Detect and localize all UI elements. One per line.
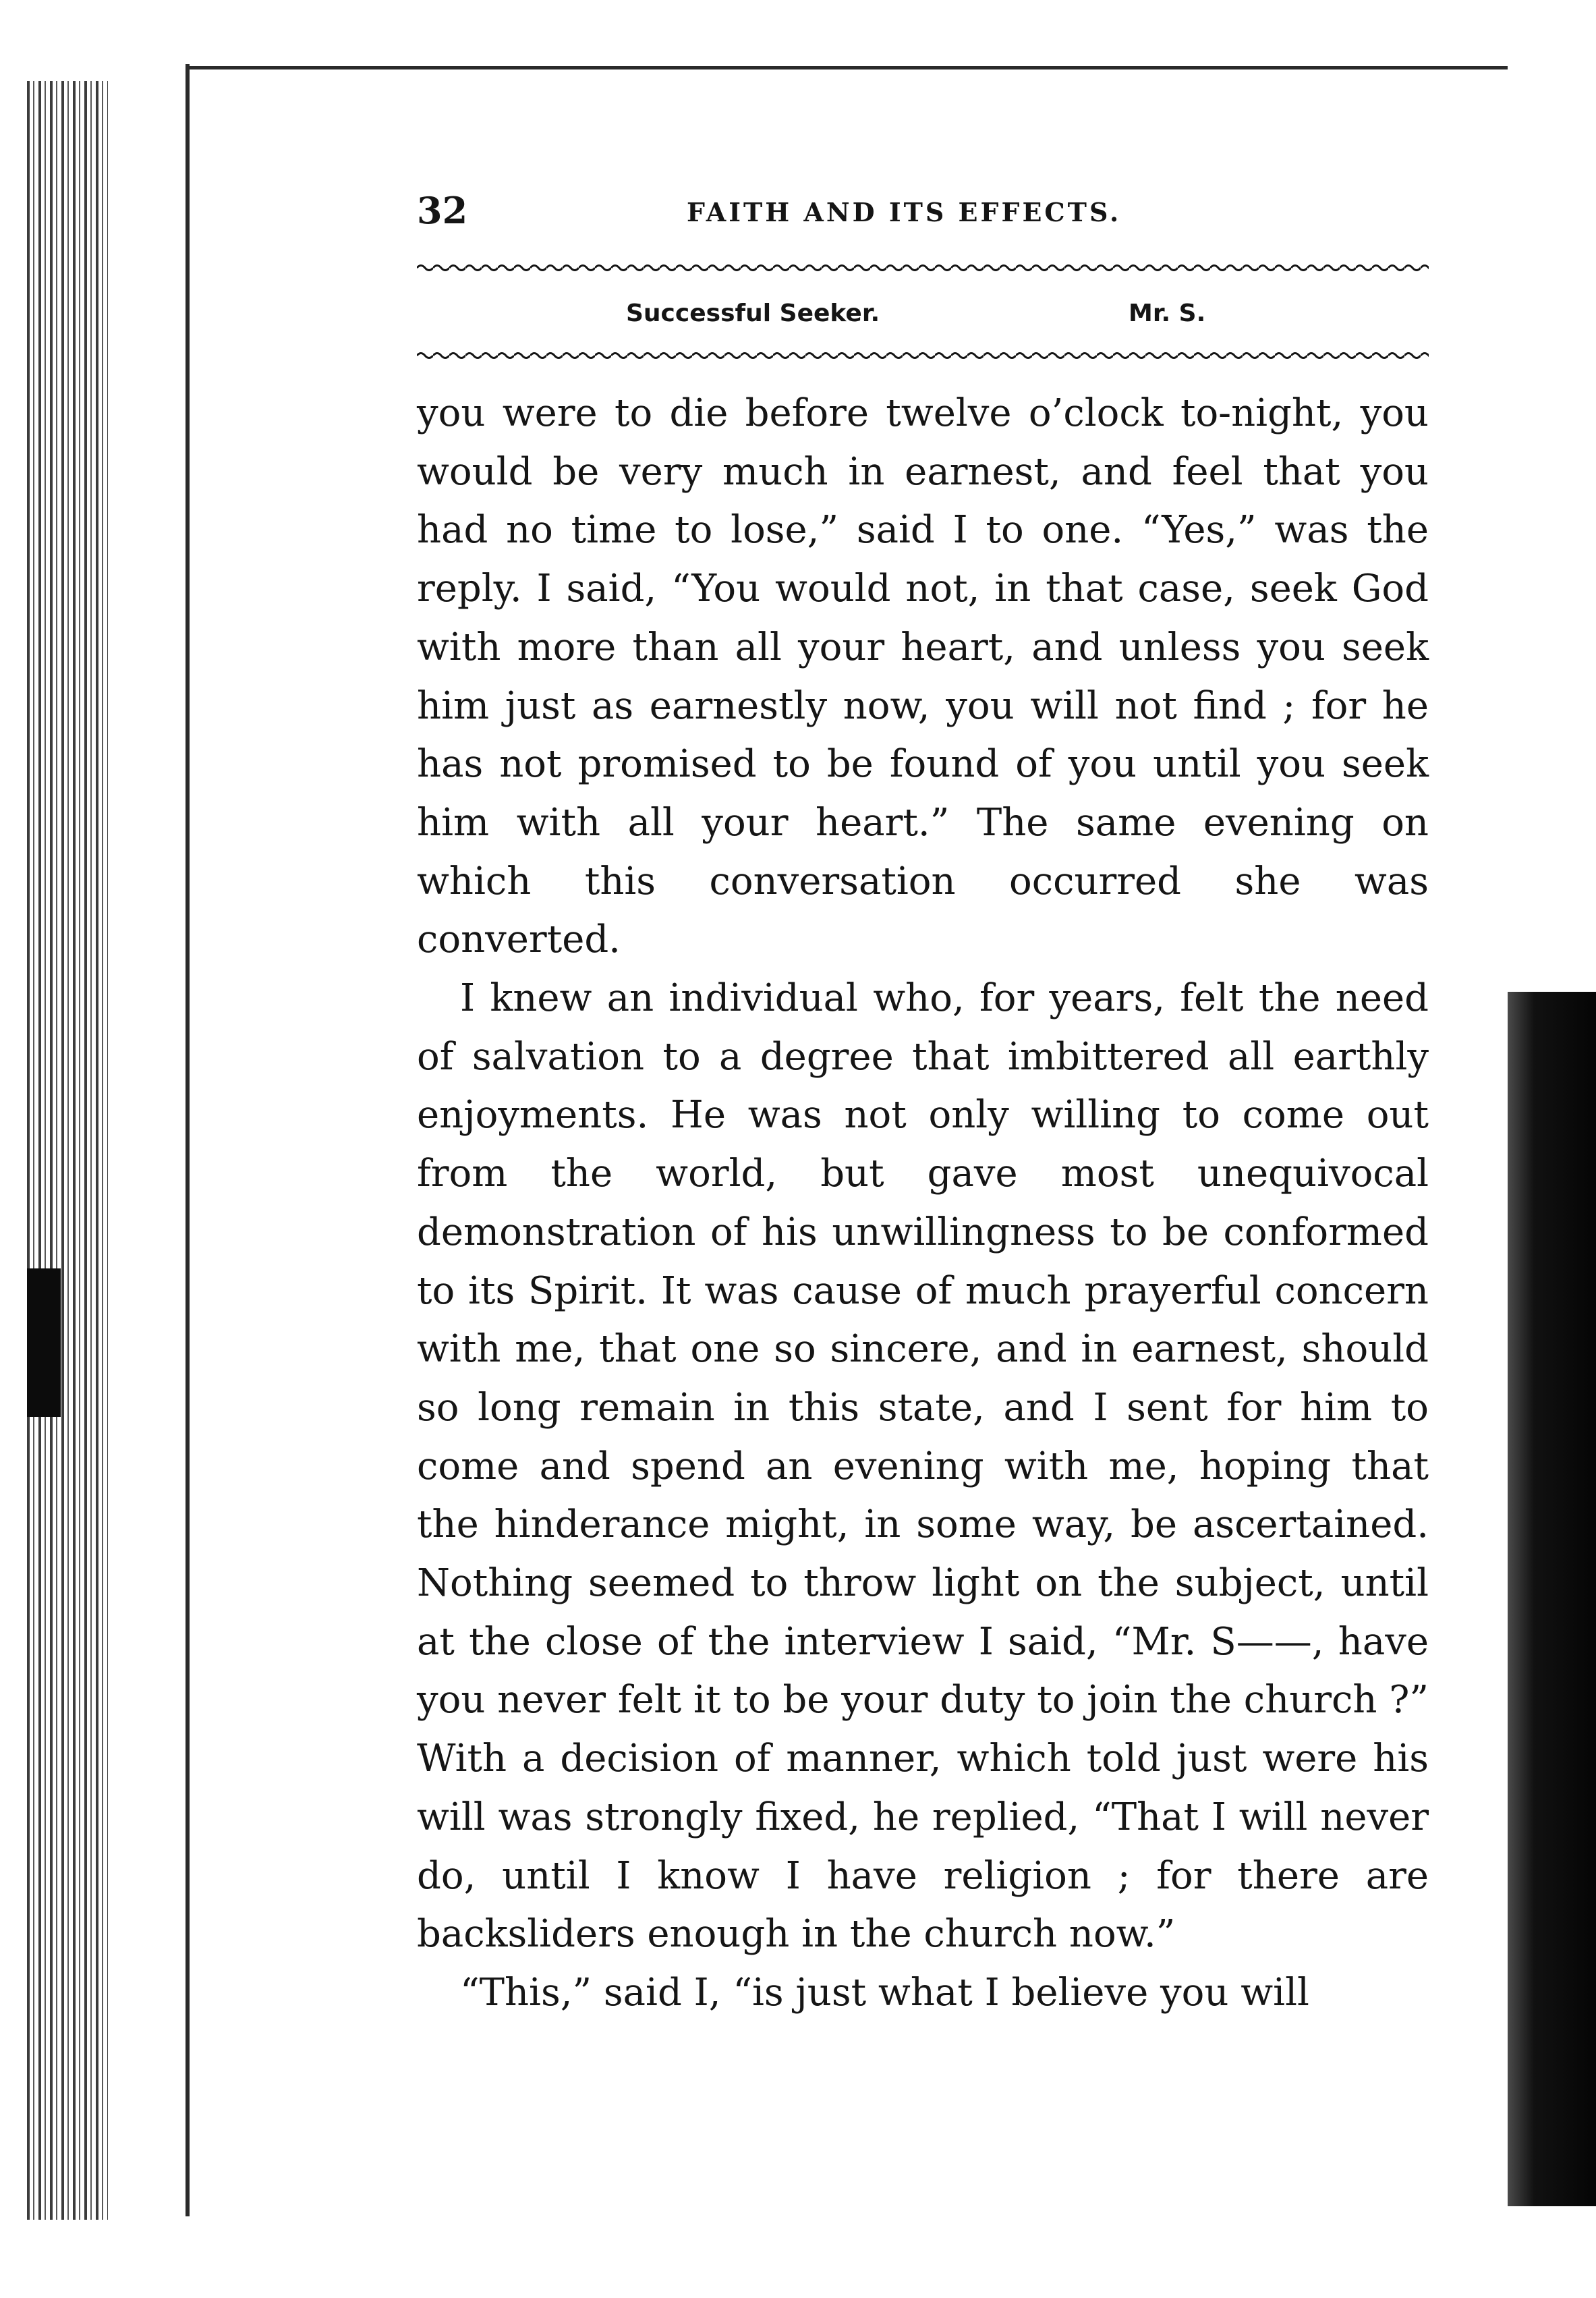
paragraph-continued: you were to die before twelve o’clock to-night, you would be very much in earnest, and feel that you had no time to lose,” said I to one. “Yes,” was the reply. I said, “You would not, in that case, seek God with more than all your heart, and unless you seek him just as earnestly now, you will not find ; for he has not promised to be found of you until you seek him with all your heart.” The same evening on which this conversation occurred she was converted. (417, 391, 1429, 962)
subheading-topic: Successful Seeker. (626, 300, 880, 327)
running-title: FAITH AND ITS EFFECTS. (687, 197, 1122, 227)
running-header (417, 189, 1429, 236)
page-top-edge (186, 66, 1508, 69)
binding-dark-mark (27, 1268, 61, 1417)
paragraph: I knew an individual who, for years, felt the need of salvation to a degree that imbittered all earthly enjoyments. He was not only willing to come out from the world, but gave most unequivocal demonstration of his unwillingness to be conformed to its Spirit. It was cause of much prayerful concern with me, that one so sincere, and in earnest, should so long remain in this state, and I sent for him to come and spend an evening with me, hoping that the hinderance might, in some way, be ascertained. Nothing seemed to throw light on the subject, until at the close of the interview I said, “Mr. S——, have you never felt it to be your duty to join the church ?” With a decision of manner, which told just were his will was strongly fixed, he replied, “That I will never do, until I know I have religion ; for there are backsliders enough in the church now.” (417, 976, 1429, 1957)
wavy-rule-bottom (417, 349, 1429, 362)
body-text (417, 385, 1429, 2023)
page-number: 32 (417, 189, 468, 232)
paragraph: “This,” said I, “is just what I believe you will (460, 1970, 1309, 2015)
binding-gutter-shadow (27, 81, 108, 2220)
section-subheading (417, 297, 1429, 337)
right-edge-shadow (1508, 992, 1596, 2206)
page-left-edge (186, 64, 190, 2216)
subheading-person: Mr. S. (1129, 300, 1206, 327)
wavy-rule-top (417, 262, 1429, 274)
